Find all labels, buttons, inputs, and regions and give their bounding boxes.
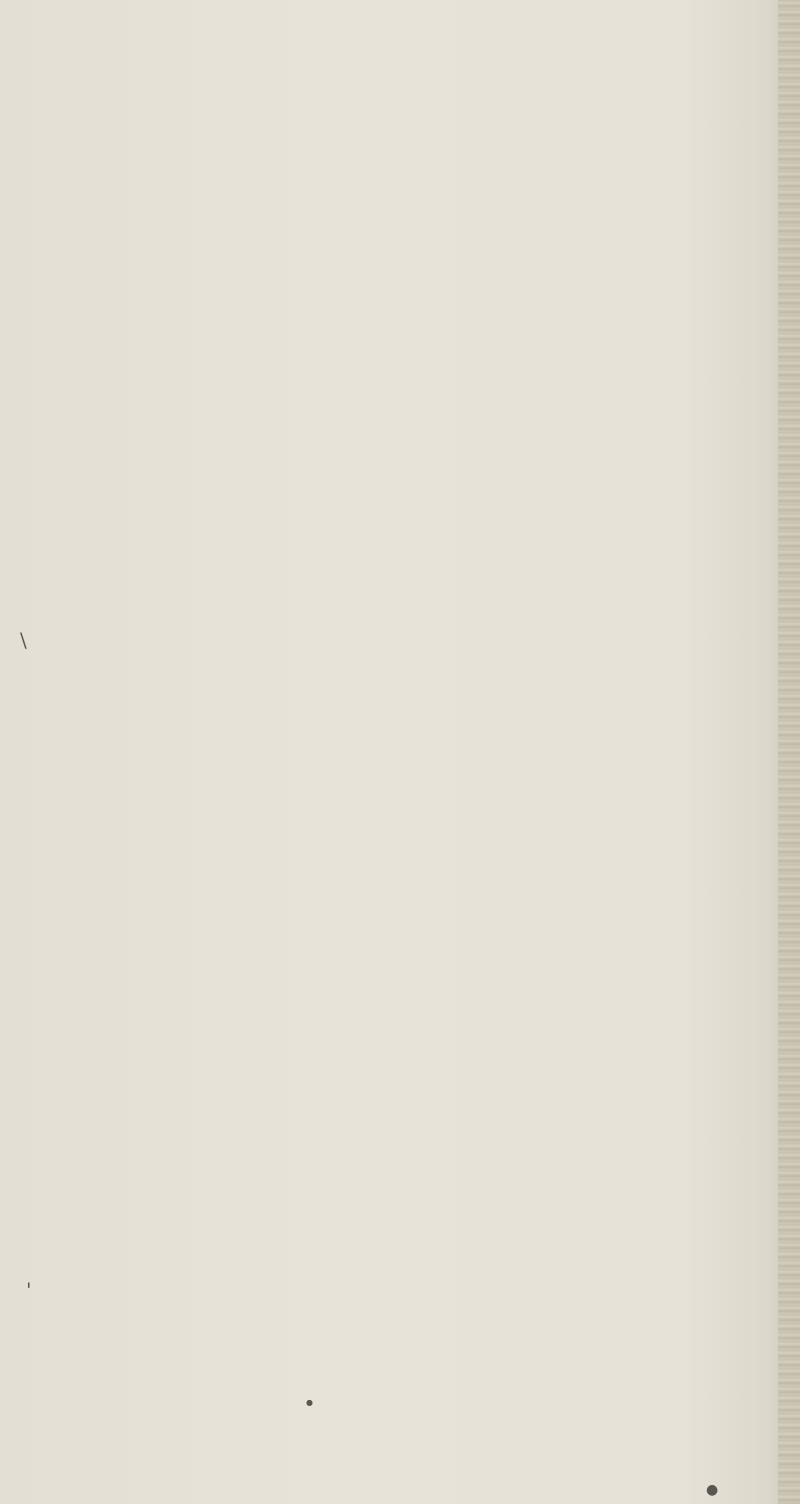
ink-speck: ●	[306, 1398, 313, 1407]
page-edge	[778, 0, 800, 1504]
page-number-header	[0, 96, 800, 136]
margin-mark: \	[20, 628, 27, 652]
ink-speck: ●	[706, 1482, 719, 1498]
margin-mark: '	[26, 1278, 32, 1302]
